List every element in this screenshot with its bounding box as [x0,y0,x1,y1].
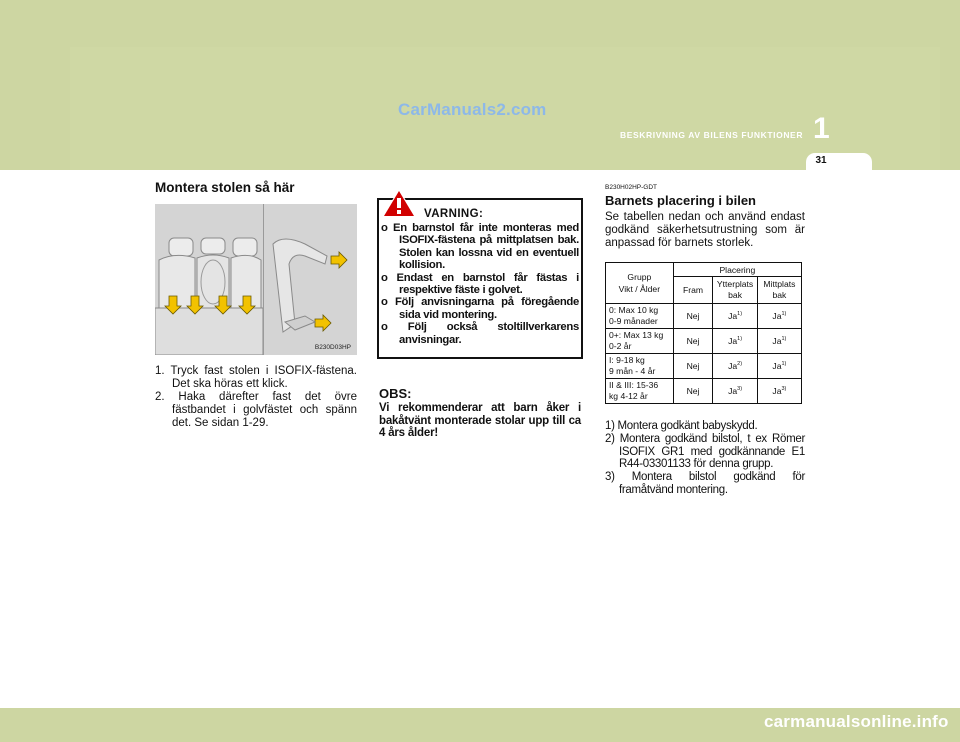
step-item: 1. Tryck fast stolen i ISOFIX-fästena. Det ska höras ett klick. [155,365,357,390]
footnote-item: 3) Montera bilstol godkänd för framåtvänd montering. [605,471,805,496]
footnotes [605,420,805,497]
placement-table [605,262,802,404]
chapter-number: 1 [813,112,830,145]
rear-seat-illustration [155,204,357,355]
placement-intro: Se tabellen nedan och använd endast godkänd säkerhetsutrustning som är anpassad för barnets storlek. [605,211,805,249]
isofix-installation-figure [155,204,357,355]
chapter-title: BESKRIVNING AV BILENS FUNKTIONER [620,130,804,140]
installation-steps [155,365,357,430]
warning-triangle-icon [381,188,417,218]
table-row: I: 9-18 kg 9 mån - 4 år Nej Ja$^{2)}$ Ja$^{1)}$ [606,354,802,379]
section-heading: Montera stolen så här [155,180,295,195]
placement-header: Placering [673,263,801,277]
warning-list [381,222,579,346]
figure-divider [263,204,264,355]
table-row: 0: Max 10 kg 0-9 månader Nej Ja$^{1)}$ Ja$^{1)}$ [606,304,802,329]
site-logo[interactable]: CarManuals2.com [398,100,547,119]
footnote-item: 1) Montera godkänt babyskydd. [605,420,758,432]
footnote-item: 2) Montera godkänd bilstol, t ex Römer ISOFIX GR1 med godkännande E1 R44-03301133 för denna grupp. [605,432,805,471]
group-header: Grupp Vikt / Ålder [606,263,674,304]
col-outer: Ytterplats bak [713,277,757,304]
obs-title: OBS: [379,386,412,401]
step-item: 2. Haka därefter fast det övre fästbandet i golvfästet och spänn det. Se sidan 1-29. [155,391,357,429]
footer-watermark[interactable]: carmanualsonline.info [764,712,949,731]
warning-item: o Följ också stoltillverkarens anvisningar. [381,321,579,346]
placement-heading: Barnets placering i bilen [605,193,756,208]
table-row: 0+: Max 13 kg 0-2 år Nej Ja$^{1)}$ Ja$^{1)}$ [606,329,802,354]
col-front: Fram [673,277,713,304]
page-number: 31 [815,155,827,166]
obs-text: Vi rekommenderar att barn åker i bakåtvänt monterade stolar upp till ca 4 års ålder! [379,402,581,439]
warning-item: o Endast en barnstol får fästas i respektive fäste i golvet. [381,271,579,297]
warning-item: o Följ anvisningarna på föregående sida vid montering. [381,296,579,321]
warning-title: VARNING: [424,208,484,220]
col-middle: Mittplats bak [757,277,801,304]
section-code: B230H02HP-GDT [605,184,658,191]
figure-code: B230D03HP [314,344,351,351]
table-row: II & III: 15-36 kg 4-12 år Nej Ja$^{3)}$ Ja$^{3)}$ [606,379,802,404]
warning-item: o En barnstol får inte monteras med ISOFIX-fästena på mittplatsen bak. Stolen kan lossna vid en eventuell kollision. [381,222,579,272]
